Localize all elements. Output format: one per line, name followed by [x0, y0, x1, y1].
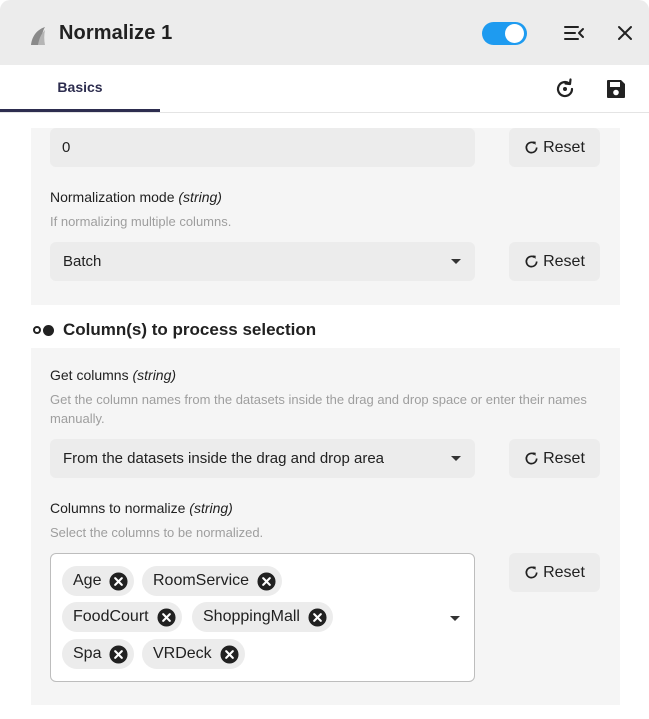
column-chip [62, 639, 134, 669]
dropdown-arrow-icon [451, 456, 461, 461]
reset-icon [524, 140, 539, 155]
get-columns-select[interactable] [50, 439, 475, 478]
columns-to-normalize-hint: Select the columns to be normalized. [50, 525, 264, 540]
reset-icon [524, 254, 539, 269]
chip-label: Spa [73, 645, 102, 662]
chip-label: RoomService [153, 572, 250, 589]
settings-content [0, 114, 649, 719]
reset-icon [524, 451, 539, 466]
chip-label: Age [73, 572, 102, 589]
dropdown-arrow-icon [451, 259, 461, 264]
columns-to-normalize-label [50, 500, 233, 516]
get-columns-label [50, 367, 176, 383]
get-columns-hint: Get the column names from the datasets inside the drag and drop space or enter their names manually. [50, 392, 587, 426]
toggle-knob [505, 24, 524, 43]
normalization-panel [31, 128, 620, 305]
reset-icon [524, 565, 539, 580]
reset-label: Reset [543, 252, 585, 270]
close-icon [617, 25, 633, 41]
column-chip [62, 566, 134, 596]
remove-chip-icon[interactable] [109, 645, 128, 664]
column-selection-panel [31, 348, 620, 705]
reset-value-button[interactable] [509, 128, 600, 167]
tab-bar [0, 65, 649, 113]
reset-columns-to-normalize-button[interactable] [509, 553, 600, 592]
normalization-mode-label [50, 189, 222, 205]
column-chip [192, 602, 333, 632]
tab-basics[interactable]: Basics [0, 65, 160, 112]
close-button[interactable] [612, 20, 638, 46]
normalization-mode-type: (string) [178, 189, 222, 205]
columns-to-normalize-type: (string) [189, 500, 233, 516]
column-selection-section-title [33, 320, 316, 340]
get-columns-label-text: Get columns [50, 367, 129, 383]
refresh-button[interactable] [553, 77, 577, 101]
reset-normalization-mode-button[interactable] [509, 242, 600, 281]
value-input[interactable]: 0 [50, 128, 475, 167]
reset-label: Reset [543, 138, 585, 156]
get-columns-type: (string) [132, 367, 177, 383]
enable-toggle[interactable] [482, 22, 527, 45]
collapse-list-icon [563, 24, 585, 42]
remove-chip-icon[interactable] [157, 608, 176, 627]
chip-label: VRDeck [153, 645, 212, 662]
normalize-node-icon [29, 26, 49, 46]
chip-label: ShoppingMall [203, 608, 300, 625]
dropdown-arrow-icon[interactable] [450, 616, 460, 621]
refresh-icon [554, 78, 576, 100]
remove-chip-icon[interactable] [220, 645, 239, 664]
reset-label: Reset [543, 449, 585, 467]
section-dots-icon [33, 325, 54, 336]
save-button[interactable] [604, 77, 628, 101]
normalization-mode-label-text: Normalization mode [50, 189, 175, 205]
remove-chip-icon[interactable] [308, 608, 327, 627]
columns-to-normalize-label-text: Columns to normalize [50, 500, 186, 516]
normalization-mode-hint: If normalizing multiple columns. [50, 214, 232, 229]
normalization-mode-select[interactable] [50, 242, 475, 281]
column-chip [142, 639, 245, 669]
column-chip [62, 602, 182, 632]
remove-chip-icon[interactable] [257, 572, 276, 591]
columns-multiselect[interactable] [50, 553, 475, 682]
window-header [0, 0, 649, 65]
save-icon [606, 79, 626, 99]
column-chip [142, 566, 282, 596]
get-columns-value: From the datasets inside the drag and drop area [63, 450, 385, 467]
window-title: Normalize 1 [59, 22, 173, 44]
reset-get-columns-button[interactable] [509, 439, 600, 478]
chip-label: FoodCourt [73, 608, 149, 625]
normalization-mode-value: Batch [63, 253, 102, 270]
remove-chip-icon[interactable] [109, 572, 128, 591]
section-title-text: Column(s) to process selection [63, 320, 317, 339]
collapse-panel-button[interactable] [561, 20, 587, 46]
reset-label: Reset [543, 563, 585, 581]
